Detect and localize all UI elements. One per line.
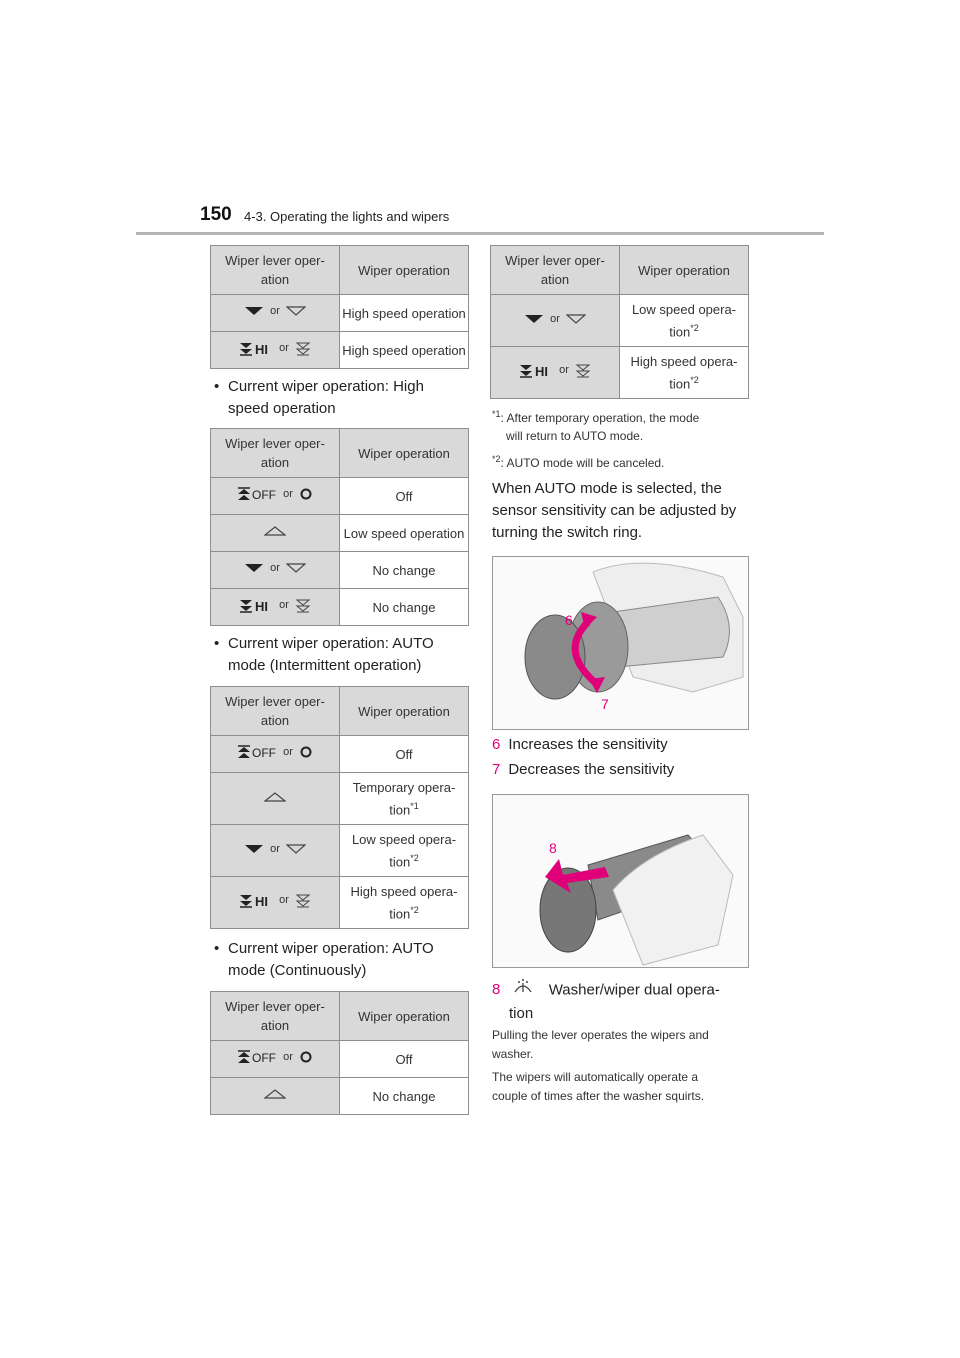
operation-cell: Off — [340, 478, 469, 515]
down-outline-icon — [286, 305, 306, 317]
operation-cell: No change — [340, 589, 469, 626]
or-label: or — [283, 745, 293, 758]
or-label: or — [283, 1050, 293, 1063]
up-outline-icon — [264, 791, 286, 803]
hi-outline-icon — [295, 597, 311, 613]
lever-cell — [491, 347, 620, 399]
note-auto-operate: The wipers will automatically operate a couple of times after the washer squirts. — [492, 1070, 705, 1103]
col-header-operation: Wiper operation — [340, 246, 469, 295]
svg-text:HI: HI — [255, 341, 269, 356]
off-icon — [237, 486, 277, 502]
svg-text:HI: HI — [535, 364, 549, 378]
col-header-lever: Wiper lever oper- ation — [211, 429, 340, 478]
or-label: or — [270, 842, 280, 855]
lever-cell — [211, 332, 340, 369]
hi-icon — [519, 362, 553, 378]
lever-cell — [211, 295, 340, 332]
operation-cell: Off — [340, 1041, 469, 1078]
bullet-auto-intermittent: • Current wiper operation: AUTO mode (Intermittent operation) — [214, 635, 434, 674]
callout-6: 6 — [565, 612, 573, 628]
down-filled-icon — [244, 843, 264, 855]
operation-cell: No change — [340, 552, 469, 589]
header-rule — [136, 232, 824, 235]
switch-ring-illustration — [492, 556, 749, 730]
col-header-lever: Wiper lever oper- ation — [211, 687, 340, 736]
operation-cell: No change — [340, 1078, 469, 1115]
wiper-table-4 — [210, 991, 469, 1115]
footnote-1: $^{*1}$: After temporary operation, the mode will return to AUTO mode. — [492, 409, 700, 443]
footnote-2: $^{*2}$: AUTO mode will be canceled. — [492, 454, 665, 470]
svg-text:HI: HI — [255, 598, 269, 613]
down-filled-icon — [244, 562, 264, 574]
svg-text:OFF: OFF — [252, 487, 277, 502]
operation-cell: Low speed opera- tion$^{*2}$ — [340, 825, 469, 877]
operation-cell: Low speed opera- tion$^{*2}$ — [620, 295, 749, 347]
operation-cell: High speed opera- tion$^{*2}$ — [340, 877, 469, 929]
or-label: or — [279, 894, 289, 906]
hi-icon — [239, 340, 273, 356]
down-outline-icon — [286, 843, 306, 855]
callout-8: 8 — [549, 840, 557, 856]
lever-cell — [211, 515, 340, 552]
col-header-operation: Wiper operation — [620, 246, 749, 295]
circle-icon — [299, 1050, 313, 1064]
or-label: or — [550, 312, 560, 325]
down-filled-icon — [244, 305, 264, 317]
item-8: 8 Washer/wiper dual opera- tion — [492, 978, 720, 1025]
or-label: or — [270, 562, 280, 574]
operation-cell: Low speed operation — [340, 515, 469, 552]
lever-cell — [211, 877, 340, 929]
bullet-auto-continuous: • Current wiper operation: AUTO mode (Continuously) — [214, 940, 434, 979]
section-title: 4-3. Operating the lights and wipers — [244, 209, 450, 224]
or-label: or — [279, 341, 289, 354]
down-outline-icon — [566, 313, 586, 325]
down-filled-icon — [524, 313, 544, 325]
operation-cell: High speed operation — [340, 332, 469, 369]
lever-cell — [491, 295, 620, 347]
hi-icon — [239, 597, 273, 613]
svg-text:HI: HI — [255, 894, 269, 908]
operation-cell: Off — [340, 736, 469, 773]
up-outline-icon — [264, 1088, 286, 1100]
washer-lever-drawing — [493, 795, 748, 967]
or-label: or — [279, 598, 289, 611]
washer-icon — [513, 978, 533, 1003]
svg-text:OFF: OFF — [252, 1050, 277, 1065]
item-6: 6 Increases the sensitivity — [492, 736, 668, 753]
callout-7: 7 — [601, 696, 609, 712]
note-pulling: Pulling the lever operates the wipers and washer. — [492, 1028, 709, 1061]
col-header-operation: Wiper operation — [340, 992, 469, 1041]
svg-text:OFF: OFF — [252, 745, 277, 760]
operation-cell: Temporary opera- tion$^{*1}$ — [340, 773, 469, 825]
wiper-table-5 — [490, 245, 749, 399]
col-header-lever: Wiper lever oper- ation — [211, 992, 340, 1041]
down-outline-icon — [286, 562, 306, 574]
item-7: 7 Decreases the sensitivity — [492, 761, 675, 778]
lever-cell — [211, 589, 340, 626]
lever-cell — [211, 552, 340, 589]
page-number: 150 — [200, 204, 232, 225]
lever-cell — [211, 478, 340, 515]
lever-cell — [211, 1041, 340, 1078]
or-label: or — [559, 364, 569, 376]
col-header-lever: Wiper lever oper- ation — [491, 246, 620, 295]
operation-cell: High speed operation — [340, 295, 469, 332]
lever-cell — [211, 773, 340, 825]
lever-cell — [211, 825, 340, 877]
off-icon — [237, 744, 277, 760]
wiper-table-2 — [210, 428, 469, 626]
col-header-operation: Wiper operation — [340, 429, 469, 478]
col-header-operation: Wiper operation — [340, 687, 469, 736]
washer-lever-illustration — [492, 794, 749, 968]
up-outline-icon — [264, 525, 286, 537]
wiper-table-1 — [210, 245, 469, 369]
bullet-high-speed: • Current wiper operation: High speed operation — [214, 378, 424, 417]
or-label: or — [270, 305, 280, 317]
or-label: or — [283, 487, 293, 500]
lever-cell — [211, 1078, 340, 1115]
hi-icon — [239, 892, 273, 908]
operation-cell: High speed opera- tion$^{*2}$ — [620, 347, 749, 399]
circle-icon — [299, 487, 313, 501]
col-header-lever: Wiper lever oper- ation — [211, 246, 340, 295]
off-icon — [237, 1049, 277, 1065]
switch-ring-drawing — [493, 557, 748, 729]
hi-outline-icon — [295, 340, 311, 356]
hi-outline-icon — [575, 362, 591, 378]
lever-cell — [211, 736, 340, 773]
wiper-table-3 — [210, 686, 469, 929]
hi-outline-icon — [295, 892, 311, 908]
circle-icon — [299, 745, 313, 759]
sensitivity-paragraph: When AUTO mode is selected, the sensor sensitivity can be adjusted by turning the switch ring. — [492, 480, 737, 541]
